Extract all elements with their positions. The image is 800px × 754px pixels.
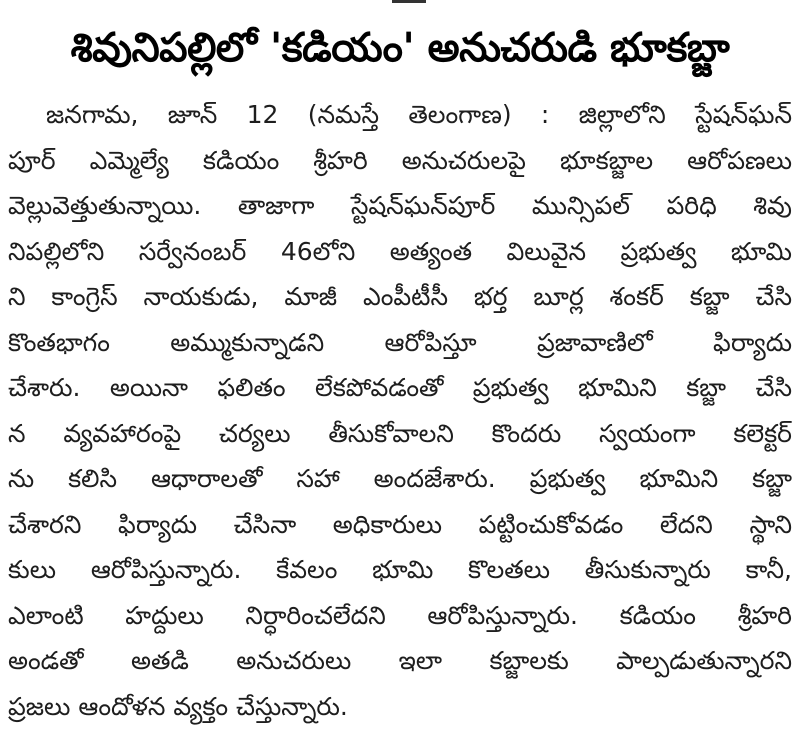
- body-line: న వ్యవహారంపై చర్యలు తీసుకోవాలని కొందరు స్వయంగా కలెక్టర్: [8, 418, 792, 448]
- body-line: కొంతభాగం అమ్ముకున్నాడని ఆరోపిస్తూ ప్రజావాణిలో ఫిర్యాదు: [8, 327, 792, 357]
- article-body: [8, 92, 792, 729]
- body-line: నిపల్లిలోని సర్వేనంబర్ 46లోని అత్యంత విలువైన ప్రభుత్వ భూమి: [8, 236, 792, 266]
- body-line: చేశారు. అయినా ఫలితం లేకపోవడంతో ప్రభుత్వ భూమిని కబ్జా చేసి: [8, 373, 792, 402]
- body-line: ప్రజలు ఆందోళన వ్యక్తం చేస్తున్నారు.: [8, 691, 348, 721]
- body-line: జనగామ, జూన్ 12 (నమస్తే తెలంగాణ) : జిల్లాలోని స్టేషన్‌ఘన్: [46, 100, 792, 129]
- body-line: వెల్లువెత్తుతున్నాయి. తాజాగా స్టేషన్‌ఘన్‌పూర్ మున్సిపల్ పరిధి శివు: [8, 191, 792, 220]
- previous-article-fragment: [392, 0, 426, 3]
- body-line: కులు ఆరోపిస్తున్నారు. కేవలం భూమి కొలతలు తీసుకున్నారు కానీ,: [8, 555, 792, 584]
- top-border: [0, 0, 800, 8]
- body-line: చేశారని ఫిర్యాదు చేసినా అధికారులు పట్టించుకోవడం లేదని స్థాని: [8, 509, 792, 539]
- body-line: ఎలాంటి హద్దులు నిర్ధారించలేదని ఆరోపిస్తున్నారు. కడియం శ్రీహరి: [8, 600, 792, 630]
- body-line: అండతో అతడి అనుచరులు ఇలా కబ్జాలకు పాల్పడుతున్నారని: [8, 646, 792, 675]
- article-headline: శివునిపల్లిలో 'కడియం' అనుచరుడి భూకబ్జా: [70, 25, 730, 71]
- body-line: పూర్ ఎమ్మెల్యే కడియం శ్రీహరి అనుచరులపై భూకబ్జాల ఆరోపణలు: [8, 145, 792, 175]
- body-line: ని కాంగ్రెస్ నాయకుడు, మాజీ ఎంపీటీసీ భర్త బూర్ల శంకర్ కబ్జా చేసి: [8, 282, 792, 311]
- body-line: ను కలిసి ఆధారాలతో సహా అందజేశారు. ప్రభుత్వ భూమిని కబ్జా: [8, 464, 792, 493]
